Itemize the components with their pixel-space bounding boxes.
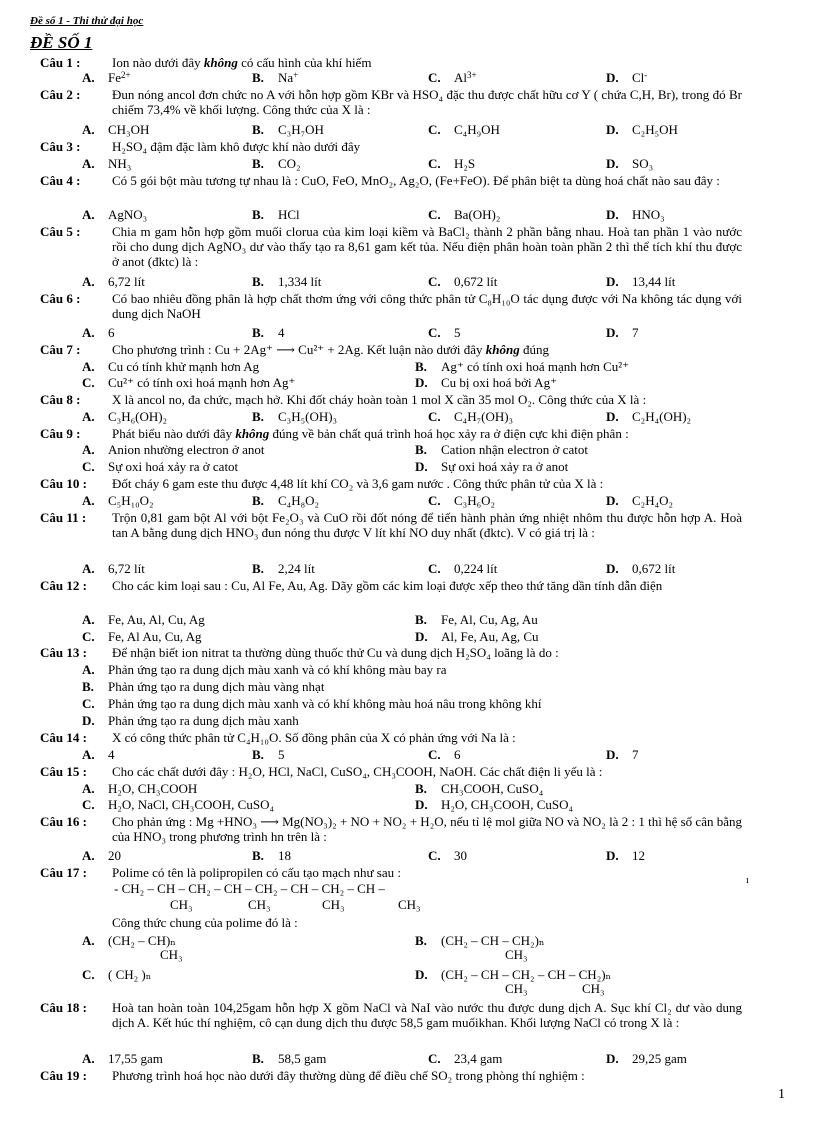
option-a[interactable] (82, 122, 149, 137)
option-text: H₂O, NaCl, CH₃COOH, CuSO₄ (108, 797, 274, 812)
option-a[interactable] (82, 442, 265, 457)
option-d[interactable] (82, 713, 299, 728)
option-a[interactable] (82, 933, 176, 948)
option-a[interactable] (82, 612, 205, 627)
option-letter: B. (415, 359, 427, 374)
question-text: Đốt cháy 6 gam este thu được 4,48 lít khí CO₂ và 3,6 gam nước . Công thức phân tử của X là : (112, 476, 604, 491)
option-text: Fe, Au, Al, Cu, Ag (108, 612, 205, 627)
option-c[interactable] (82, 696, 541, 711)
option-b[interactable] (415, 359, 629, 374)
question-text-part: đúng (519, 342, 549, 357)
option-letter: B. (252, 156, 264, 171)
option-letter: D. (606, 70, 619, 85)
option-b[interactable] (252, 70, 298, 85)
option-text: ( CH₂ )ₙ (108, 967, 152, 982)
question-text: Cho các kim loại sau : Cu, Al Fe, Au, Ag. Dãy gồm các kim loại được xếp theo thứ tăng dần tính dẫn điện (112, 578, 663, 593)
document-title: ĐỀ SỐ 1 (30, 33, 93, 52)
option-a[interactable] (82, 409, 167, 424)
page-number: 1 (778, 1087, 785, 1102)
option-letter: C. (82, 967, 95, 982)
option-d[interactable] (415, 459, 568, 474)
option-letter: C. (428, 274, 441, 289)
option-letter: A. (82, 70, 95, 85)
option-text: 20 (108, 848, 121, 863)
option-text: 7 (632, 747, 639, 762)
option-letter: C. (428, 747, 441, 762)
option-text: Fe, Al Au, Cu, Ag (108, 629, 202, 644)
option-letter: C. (428, 848, 441, 863)
option-text: C₂H₄O₂ (632, 493, 674, 508)
option-letter: D. (606, 493, 619, 508)
question-text: X là ancol no, đa chức, mạch hở. Khi đốt cháy hoàn toàn 1 mol X cần 35 mol O₂. Công thức của X là : (112, 392, 647, 407)
option-letter: A. (82, 561, 95, 576)
option-letter: B. (252, 848, 264, 863)
question-number: Câu 1 : (40, 55, 81, 70)
option-c[interactable] (428, 561, 497, 576)
option-b[interactable] (252, 493, 319, 508)
question-number: Câu 18 : (40, 1000, 87, 1015)
option-c[interactable] (428, 493, 495, 508)
option-a[interactable] (82, 325, 115, 340)
option-letter: B. (252, 1051, 264, 1066)
option-text: HCl (278, 207, 300, 222)
option-text: 7 (632, 325, 639, 340)
option-text: 18 (278, 848, 291, 863)
chain-methyl-2: CH₃ (248, 897, 271, 912)
option-text: 4 (278, 325, 285, 340)
option-text: 23,4 gam (454, 1051, 503, 1066)
option-b[interactable] (415, 933, 545, 948)
option-text: C₂H₄(OH)₂ (632, 409, 692, 424)
option-text: 2,24 lít (278, 561, 315, 576)
stray-mark: ı (746, 875, 749, 886)
option-text: C₃H₇OH (278, 122, 324, 137)
option-charge: + (293, 70, 299, 80)
option-d[interactable] (606, 70, 647, 85)
option-a-methyl: CH₃ (160, 947, 183, 962)
option-d[interactable] (606, 493, 673, 508)
option-letter: D. (606, 325, 619, 340)
option-letter: C. (82, 375, 95, 390)
option-letter: B. (415, 933, 427, 948)
option-c[interactable] (428, 409, 513, 424)
question-number: Câu 3 : (40, 139, 81, 154)
option-text: Sự oxi hoá xảy ra ở catot (108, 459, 239, 474)
option-letter: B. (252, 561, 264, 576)
option-d[interactable] (606, 122, 678, 137)
document-header: Đề số 1 - Thi thử đại học (30, 15, 144, 27)
option-letter: D. (606, 747, 619, 762)
question-text: Đun nóng ancol đơn chức no A với hỗn hợp gồm KBr và HSO₄ đặc thu được chất hữu cơ Y ( chứa C,H, Br), trong đó Br chiếm 73,4% về khối lượng. Công thức của X là : (112, 87, 742, 117)
option-text: 0,224 lít (454, 561, 498, 576)
option-b[interactable] (252, 848, 291, 863)
option-a[interactable] (82, 747, 115, 762)
option-text: Sự oxi hoá xảy ra ở anot (441, 459, 569, 474)
question-text: Cho phản ứng : Mg +HNO₃ ⟶ Mg(NO₃)₂ + NO + NO₂ + H₂O, nếu tỉ lệ mol giữa NO và NO₂ là 2 : 1 thì hệ số cân bằng của HNO₃ trong phương trình hn trên là : (112, 814, 742, 844)
option-letter: B. (252, 747, 264, 762)
question-text-part: Phát biểu nào dưới đây (112, 426, 236, 441)
option-a[interactable] (82, 156, 131, 171)
option-text: Phản ứng tạo ra dung dịch màu xanh và có khí không màu bay ra (108, 662, 447, 677)
option-d[interactable] (415, 375, 557, 390)
option-letter: A. (82, 933, 95, 948)
option-text: C₄H₉OH (454, 122, 500, 137)
option-letter: B. (415, 442, 427, 457)
option-letter: D. (82, 713, 95, 728)
option-a[interactable] (82, 662, 446, 677)
option-d[interactable] (415, 797, 573, 812)
question-number: Câu 17 : (40, 865, 87, 880)
emphasis-word: không (235, 426, 270, 441)
option-c[interactable] (428, 274, 497, 289)
option-letter: B. (252, 325, 264, 340)
option-letter: A. (82, 207, 95, 222)
option-text: 30 (454, 848, 467, 863)
option-text: CO₂ (278, 156, 301, 171)
question-text (112, 426, 742, 441)
question-text: Có 5 gói bột màu tương tự nhau là : CuO, FeO, MnO₂, Ag₂O, (Fe+FeO). Để phân biệt ta dùng hoá chất nào sau đây : (112, 173, 720, 188)
question-text-part: Cho phương trình : Cu + 2Ag⁺ ⟶ Cu²⁺ + 2Ag. Kết luận nào dưới đây (112, 342, 486, 357)
option-letter: B. (415, 612, 427, 627)
option-text: H₂S (454, 156, 476, 171)
option-letter: D. (606, 848, 619, 863)
option-b[interactable] (82, 679, 324, 694)
option-letter: A. (82, 274, 95, 289)
option-a[interactable] (82, 1051, 163, 1066)
option-text: 0,672 lít (454, 274, 498, 289)
option-text: 0,672 lít (632, 561, 676, 576)
option-b[interactable] (252, 156, 301, 171)
option-text: C₄H₈O₂ (278, 493, 320, 508)
option-text: CH₃OH (108, 122, 150, 137)
option-letter: D. (606, 122, 619, 137)
option-letter: D. (606, 561, 619, 576)
question-text: Chia m gam hỗn hợp gồm muối clorua của kim loại kiềm và BaCl₂ thành 2 phần bằng nhau. Hoà tan phần 1 vào nước rồi cho dung dịch AgNO₃ dư vào thấy tạo ra 8,61 gam kết tủa. Nếu điện phân hoàn toàn phần 2 thì thể tích khí thu được ở anot (đktc) là : (112, 224, 742, 269)
option-b[interactable] (415, 442, 588, 457)
question-number: Câu 14 : (40, 730, 87, 745)
option-text: 58,5 gam (278, 1051, 327, 1066)
option-c[interactable] (428, 848, 467, 863)
option-d[interactable] (606, 848, 645, 863)
option-letter: C. (428, 561, 441, 576)
option-letter: D. (606, 1051, 619, 1066)
emphasis-word: không (485, 342, 520, 357)
question-number: Câu 15 : (40, 764, 87, 779)
option-b[interactable] (252, 325, 285, 340)
option-text: 6 (454, 747, 461, 762)
option-text: 4 (108, 747, 115, 762)
question-text-part: có cấu hình của khí hiếm (237, 55, 372, 70)
option-text: Fe (108, 70, 121, 85)
option-letter: C. (428, 1051, 441, 1066)
option-text: 5 (454, 325, 461, 340)
option-d[interactable] (606, 561, 675, 576)
question-text: Hoà tan hoàn toàn 104,25gam hỗn hợp X gồm NaCl và NaI vào nước thu được dung dịch A. Sục khí Cl₂ dư vào dung dịch A. Kết húc thí nghiệm, cô cạn dung dịch thu được 58,5 gam muốikhan. Khối lượng NaCl có trong X là : (112, 1000, 742, 1030)
option-c[interactable] (428, 747, 461, 762)
option-d[interactable] (606, 1051, 687, 1066)
option-charge: 3+ (467, 70, 477, 80)
option-d[interactable] (606, 156, 653, 171)
option-letter: C. (82, 797, 95, 812)
option-text: 1,334 lít (278, 274, 322, 289)
option-d[interactable] (606, 325, 639, 340)
emphasis-word: không (203, 55, 238, 70)
option-d[interactable] (606, 409, 691, 424)
option-text: HNO₃ (632, 207, 665, 222)
option-letter: C. (82, 696, 95, 711)
question-number: Câu 16 : (40, 814, 87, 829)
option-text: Phản ứng tạo ra dung dịch màu xanh (108, 713, 299, 728)
question-number: Câu 9 : (40, 426, 81, 441)
option-letter: D. (606, 409, 619, 424)
question-text: Cho các chất dưới đây : H₂O, HCl, NaCl, CuSO₄, CH₃COOH, NaOH. Các chất điện li yếu là : (112, 764, 603, 779)
option-letter: A. (82, 442, 95, 457)
option-a[interactable] (82, 493, 154, 508)
option-d[interactable] (415, 967, 611, 982)
chain-methyl-4: CH₃ (398, 897, 421, 912)
option-letter: C. (82, 629, 95, 644)
option-text: C₃H₆(OH)₂ (108, 409, 168, 424)
option-c[interactable] (428, 325, 461, 340)
option-text: H₂O, CH₃COOH (108, 781, 198, 796)
option-text: Al (454, 70, 467, 85)
option-letter: A. (82, 325, 95, 340)
option-a[interactable] (82, 848, 121, 863)
option-c[interactable] (428, 122, 500, 137)
question-number: Câu 12 : (40, 578, 87, 593)
option-b[interactable] (252, 274, 321, 289)
option-letter: A. (82, 122, 95, 137)
option-letter: C. (428, 70, 441, 85)
option-letter: D. (606, 274, 619, 289)
option-letter: A. (82, 1051, 95, 1066)
question-number: Câu 7 : (40, 342, 81, 357)
option-text: Cu²⁺ có tính oxi hoá mạnh hơn Ag⁺ (108, 375, 296, 390)
option-text: AgNO₃ (108, 207, 148, 222)
option-text: C₅H₁₀O₂ (108, 493, 154, 508)
option-letter: C. (428, 409, 441, 424)
option-letter: B. (252, 207, 264, 222)
option-text: C₂H₅OH (632, 122, 678, 137)
option-b[interactable] (252, 207, 300, 222)
question-number: Câu 8 : (40, 392, 81, 407)
option-d[interactable] (606, 747, 639, 762)
question-text: Trộn 0,81 gam bột Al với bột Fe₂O₃ và CuO rồi đốt nóng để tiến hành phản ứng nhiệt nhôm thu được hỗn hợp A. Hoà tan A bằng dung dịch HNO₃ đun nóng thu được V lít khí NO duy nhất (đktc). V có giá trị là : (112, 510, 742, 540)
option-c[interactable] (428, 207, 500, 222)
option-text: Al, Fe, Au, Ag, Cu (441, 629, 539, 644)
question-text: Phương trình hoá học nào dưới đây thường dùng để điều chế SO₂ trong phòng thí nghiệm : (112, 1068, 585, 1083)
question-number: Câu 6 : (40, 291, 81, 306)
option-letter: B. (252, 274, 264, 289)
question-number: Câu 5 : (40, 224, 81, 239)
option-text: Fe, Al, Cu, Ag, Au (441, 612, 538, 627)
option-charge: - (644, 70, 648, 80)
chain-methyl-3: CH₃ (322, 897, 345, 912)
question-text (112, 55, 742, 70)
option-letter: A. (82, 781, 95, 796)
option-letter: C. (428, 122, 441, 137)
option-letter: D. (415, 967, 428, 982)
option-a[interactable] (82, 70, 131, 85)
option-text: SO₃ (632, 156, 654, 171)
option-letter: D. (415, 459, 428, 474)
option-letter: A. (82, 612, 95, 627)
question-number: Câu 10 : (40, 476, 87, 491)
option-text: Phản ứng tạo ra dung dịch màu vàng nhạt (108, 679, 325, 694)
option-letter: A. (82, 156, 95, 171)
option-letter: D. (606, 207, 619, 222)
option-letter: C. (82, 459, 95, 474)
option-text: CH₃COOH, CuSO₄ (441, 781, 544, 796)
option-text: C₃H₅(OH)₃ (278, 409, 338, 424)
option-letter: B. (415, 781, 427, 796)
option-text: 12 (632, 848, 645, 863)
option-letter: A. (82, 662, 95, 677)
option-letter: A. (82, 493, 95, 508)
option-d[interactable] (606, 274, 675, 289)
option-letter: C. (428, 325, 441, 340)
question-text: H₂SO₄ đậm đặc làm khô được khí nào dưới đây (112, 139, 361, 154)
option-letter: A. (82, 848, 95, 863)
option-text: 6,72 lít (108, 561, 145, 576)
option-c[interactable] (82, 459, 238, 474)
question-text: X có công thức phân tử C₄H₁₀O. Số đồng phân của X có phản ứng với Na là : (112, 730, 516, 745)
option-letter: C. (428, 156, 441, 171)
option-c[interactable] (82, 629, 202, 644)
option-a[interactable] (82, 207, 147, 222)
option-letter: B. (252, 493, 264, 508)
option-text: 6 (108, 325, 115, 340)
option-letter: D. (606, 156, 619, 171)
option-c[interactable] (428, 1051, 502, 1066)
question-number: Câu 2 : (40, 87, 81, 102)
question-text-part: đúng về bản chất quá trình hoá học xảy ra ở điện cực khi điện phân : (269, 426, 629, 441)
question-number: Câu 11 : (40, 510, 87, 525)
option-letter: B. (252, 122, 264, 137)
option-text: 6,72 lít (108, 274, 145, 289)
question-number: Câu 4 : (40, 173, 81, 188)
option-text: NH₃ (108, 156, 132, 171)
option-c[interactable] (82, 375, 295, 390)
option-c[interactable] (82, 967, 151, 982)
option-text: Phản ứng tạo ra dung dịch màu xanh và có khí không màu hoá nâu trong không khí (108, 696, 542, 711)
option-text: C₄H₇(OH)₃ (454, 409, 514, 424)
option-text: (CH₂ – CH)ₙ (108, 933, 176, 948)
option-letter: C. (428, 493, 441, 508)
option-b-methyl: CH₃ (505, 947, 528, 962)
option-b[interactable] (415, 612, 538, 627)
option-c[interactable] (428, 70, 477, 85)
option-d[interactable] (415, 629, 539, 644)
option-text: (CH₂ – CH – CH₂)ₙ (441, 933, 545, 948)
option-text: 13,44 lít (632, 274, 676, 289)
option-letter: D. (415, 797, 428, 812)
option-b[interactable] (415, 781, 543, 796)
option-letter: C. (428, 207, 441, 222)
question-text: Công thức chung của polime đó là : (112, 915, 298, 930)
option-charge: 2+ (121, 70, 131, 80)
question-text (112, 342, 742, 357)
option-a[interactable] (82, 359, 259, 374)
option-text: Anion nhường electron ở anot (108, 442, 265, 457)
option-letter: D. (415, 629, 428, 644)
question-text: Có bao nhiêu đồng phân là hợp chất thơm ứng với công thức phân tử C₈H₁₀O tác dụng được với Na không tác dụng với dung dịch NaOH (112, 291, 742, 321)
option-text: 17,55 gam (108, 1051, 163, 1066)
option-letter: D. (415, 375, 428, 390)
option-c[interactable] (82, 797, 274, 812)
option-d[interactable] (606, 207, 665, 222)
option-b[interactable] (252, 747, 285, 762)
option-text: Ba(OH)₂ (454, 207, 501, 222)
option-a[interactable] (82, 781, 197, 796)
option-a[interactable] (82, 561, 145, 576)
option-text: Cation nhận electron ở catot (441, 442, 588, 457)
option-b[interactable] (252, 409, 337, 424)
option-text: H₂O, CH₃COOH, CuSO₄ (441, 797, 574, 812)
chain-methyl-1: CH₃ (170, 897, 193, 912)
option-text: Cu có tính khử mạnh hơn Ag (108, 359, 260, 374)
option-text: 5 (278, 747, 285, 762)
option-letter: B. (252, 409, 264, 424)
option-b[interactable] (252, 122, 324, 137)
question-number: Câu 13 : (40, 645, 87, 660)
option-letter: A. (82, 409, 95, 424)
option-text: Cl (632, 70, 645, 85)
polymer-chain: - CH₂ – CH – CH₂ – CH – CH₂ – CH – CH₂ – CH – (114, 881, 385, 896)
option-letter: B. (252, 70, 264, 85)
option-text: 29,25 gam (632, 1051, 687, 1066)
question-text: Polime có tên là polipropilen có cấu tạo mạch như sau : (112, 865, 401, 880)
option-c[interactable] (428, 156, 475, 171)
option-d-methyl-2: CH₃ (582, 981, 605, 996)
question-number: Câu 19 : (40, 1068, 87, 1083)
option-b[interactable] (252, 1051, 326, 1066)
option-letter: B. (82, 679, 94, 694)
option-text: C₃H₆O₂ (454, 493, 496, 508)
option-letter: A. (82, 359, 95, 374)
option-a[interactable] (82, 274, 145, 289)
question-text-part: Ion nào dưới đây (112, 55, 204, 70)
option-text: Cu bị oxi hoá bởi Ag⁺ (441, 375, 557, 390)
option-text: (CH₂ – CH – CH₂ – CH – CH₂)ₙ (441, 967, 612, 982)
option-letter: A. (82, 747, 95, 762)
option-text: Ag⁺ có tính oxi hoá mạnh hơn Cu²⁺ (441, 359, 630, 374)
option-b[interactable] (252, 561, 315, 576)
option-d-methyl-1: CH₃ (505, 981, 528, 996)
option-text: Na (278, 70, 294, 85)
question-text: Để nhận biết ion nitrat ta thường dùng thuốc thử Cu và dung dịch H₂SO₄ loãng là do : (112, 645, 559, 660)
